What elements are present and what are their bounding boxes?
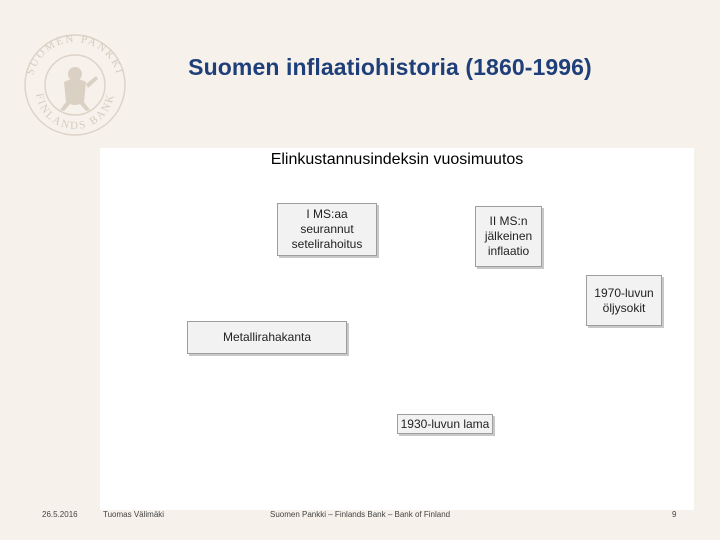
footer-page-number: 9 bbox=[672, 510, 677, 519]
annotation-1930s-depression: 1930-luvun lama bbox=[397, 414, 493, 434]
svg-text:SUOMEN PANKKI: SUOMEN PANKKI bbox=[24, 32, 126, 77]
footer-date: 26.5.2016 bbox=[42, 510, 78, 519]
chart-panel bbox=[100, 148, 694, 510]
chart-title: Elinkustannusindeksin vuosimuutos bbox=[270, 151, 524, 168]
slide-title: Suomen inflaatiohistoria (1860-1996) bbox=[188, 54, 592, 80]
bank-logo-icon bbox=[20, 30, 130, 140]
annotation-wwi-financing: I MS:aa seurannut setelirahoitus bbox=[277, 203, 377, 256]
footer-institution: Suomen Pankki – Finlands Bank – Bank of Finland bbox=[270, 510, 451, 519]
annotation-wwii-inflation: II MS:n jälkeinen inflaatio bbox=[475, 206, 542, 267]
svg-text:FINLANDS BANK: FINLANDS BANK bbox=[33, 91, 118, 133]
annotation-oil-shocks: 1970-luvun öljysokit bbox=[586, 275, 662, 326]
footer-author: Tuomas Välimäki bbox=[103, 510, 165, 519]
annotation-metal-standard: Metallirahakanta bbox=[187, 321, 347, 354]
